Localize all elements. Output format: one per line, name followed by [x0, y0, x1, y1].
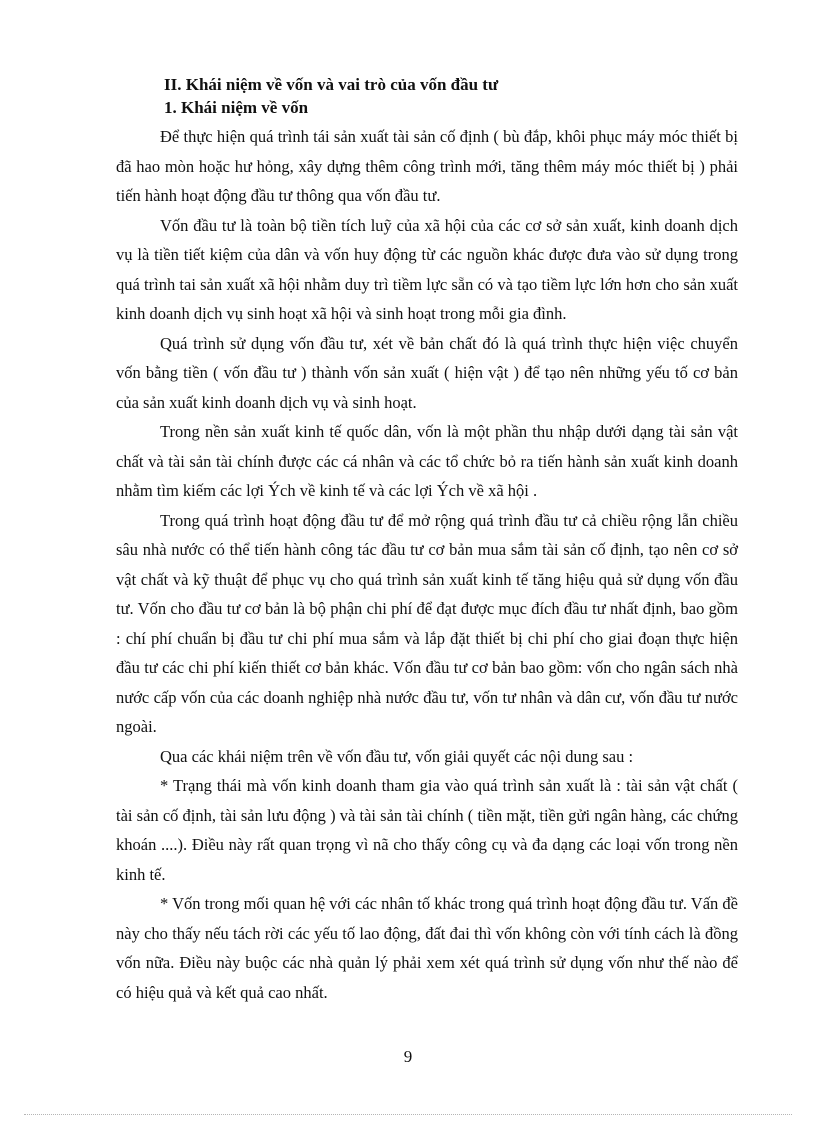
paragraph-8: * Vốn trong mối quan hệ với các nhân tố khác trong quá trình hoạt động đầu tư. Vấn đề này cho thấy nếu tách rời các yếu tố lao động, đất đai thì vốn không còn với tính cách là đồng vốn nữa. Điều này buộc các nhà quản lý phải xem xét quá trình sử dụng vốn như thế nào để có hiệu quả và kết quả cao nhất.	[116, 894, 738, 1002]
paragraph-6: Qua các khái niệm trên về vốn đầu tư, vốn giải quyết các nội dung sau :	[160, 746, 634, 766]
paragraph-4: Trong nền sản xuất kinh tế quốc dân, vốn là một phần thu nhập dưới dạng tài sản vật chất và tài sản tài chính được các cá nhân và các tổ chức bỏ ra tiến hành sản xuất kinh doanh nhằm tìm kiếm các lợi Ých về kinh tế và các lợi Ých về xã hội .	[116, 422, 738, 500]
paragraph-1: Để thực hiện quá trình tái sản xuất tài sản cố định ( bù đắp, khôi phục máy móc thiết bị đã hao mòn hoặc hư hỏng, xây dựng thêm công trình mới, tăng thêm máy móc thiết bị ) phải tiến hành hoạt động đầu tư thông qua vốn đầu tư.	[116, 127, 738, 205]
subsection-heading: 1. Khái niệm về vốn	[164, 98, 309, 117]
page-number: 9	[403, 1047, 413, 1066]
paragraph-2: Vốn đầu tư là toàn bộ tiền tích luỹ của xã hội của các cơ sở sản xuất, kinh doanh dịch vụ là tiền tiết kiệm của dân và vốn huy động từ các nguồn khác được đưa vào sử dụng trong quá trình tai sản xuất xã hội nhằm duy trì tiềm lực sẵn có và tạo tiềm lực lớn hơn cho sản xuất kinh doanh dịch vụ sinh hoạt xã hội và sinh hoạt trong mỗi gia đình.	[116, 215, 738, 323]
section-heading: II. Khái niệm về vốn và vai trò của vốn đầu tư	[164, 75, 499, 94]
paragraph-3: Quá trình sử dụng vốn đầu tư, xét về bản chất đó là quá trình thực hiện việc chuyển vốn bằng tiền ( vốn đầu tư ) thành vốn sản xuất ( hiện vật ) để tạo nên những yếu tố cơ bản của sản xuất kinh doanh dịch vụ và sinh hoạt.	[116, 333, 738, 412]
paragraph-5: Trong quá trình hoạt động đầu tư để mở rộng quá trình đầu tư cả chiều rộng lẫn chiều sâu nhà nước có thể tiến hành công tác đầu tư cơ bản mua sắm tài sản cố định, tạo nên cơ sở vật chất và kỹ thuật để phục vụ cho quá trình sản xuất kinh tế tăng hiệu quả sử dụng vốn đầu tư. Vốn cho đầu tư cơ bản là bộ phận chi phí để đạt được mục đích đầu tư nhất định, bao gồm : chí phí chuẩn bị đầu tư chi phí mua sắm và lắp đặt thiết bị chi phí cho giai đoạn thực hiện đầu tư các chi phí kiến thiết cơ bản khác. Vốn đầu tư cơ bản bao gồm: vốn cho ngân sách nhà nước cấp vốn của các doanh nghiệp nhà nước đầu tư, vốn tư nhân và dân cư, vốn đầu tư nước ngoài.	[116, 510, 738, 736]
page-bottom-divider	[24, 1114, 792, 1115]
page-content	[116, 73, 738, 1007]
paragraph-7: * Trạng thái mà vốn kinh doanh tham gia vào quá trình sản xuất là : tài sản vật chất ( tài sản cố định, tài sản lưu động ) và tài sản tài chính ( tiền mặt, tiền gửi ngân hàng, các chứng khoán ....). Điều này rất quan trọng vì nã cho thấy công cụ và đa dạng các loại vốn trong nền kinh tế.	[116, 776, 738, 884]
